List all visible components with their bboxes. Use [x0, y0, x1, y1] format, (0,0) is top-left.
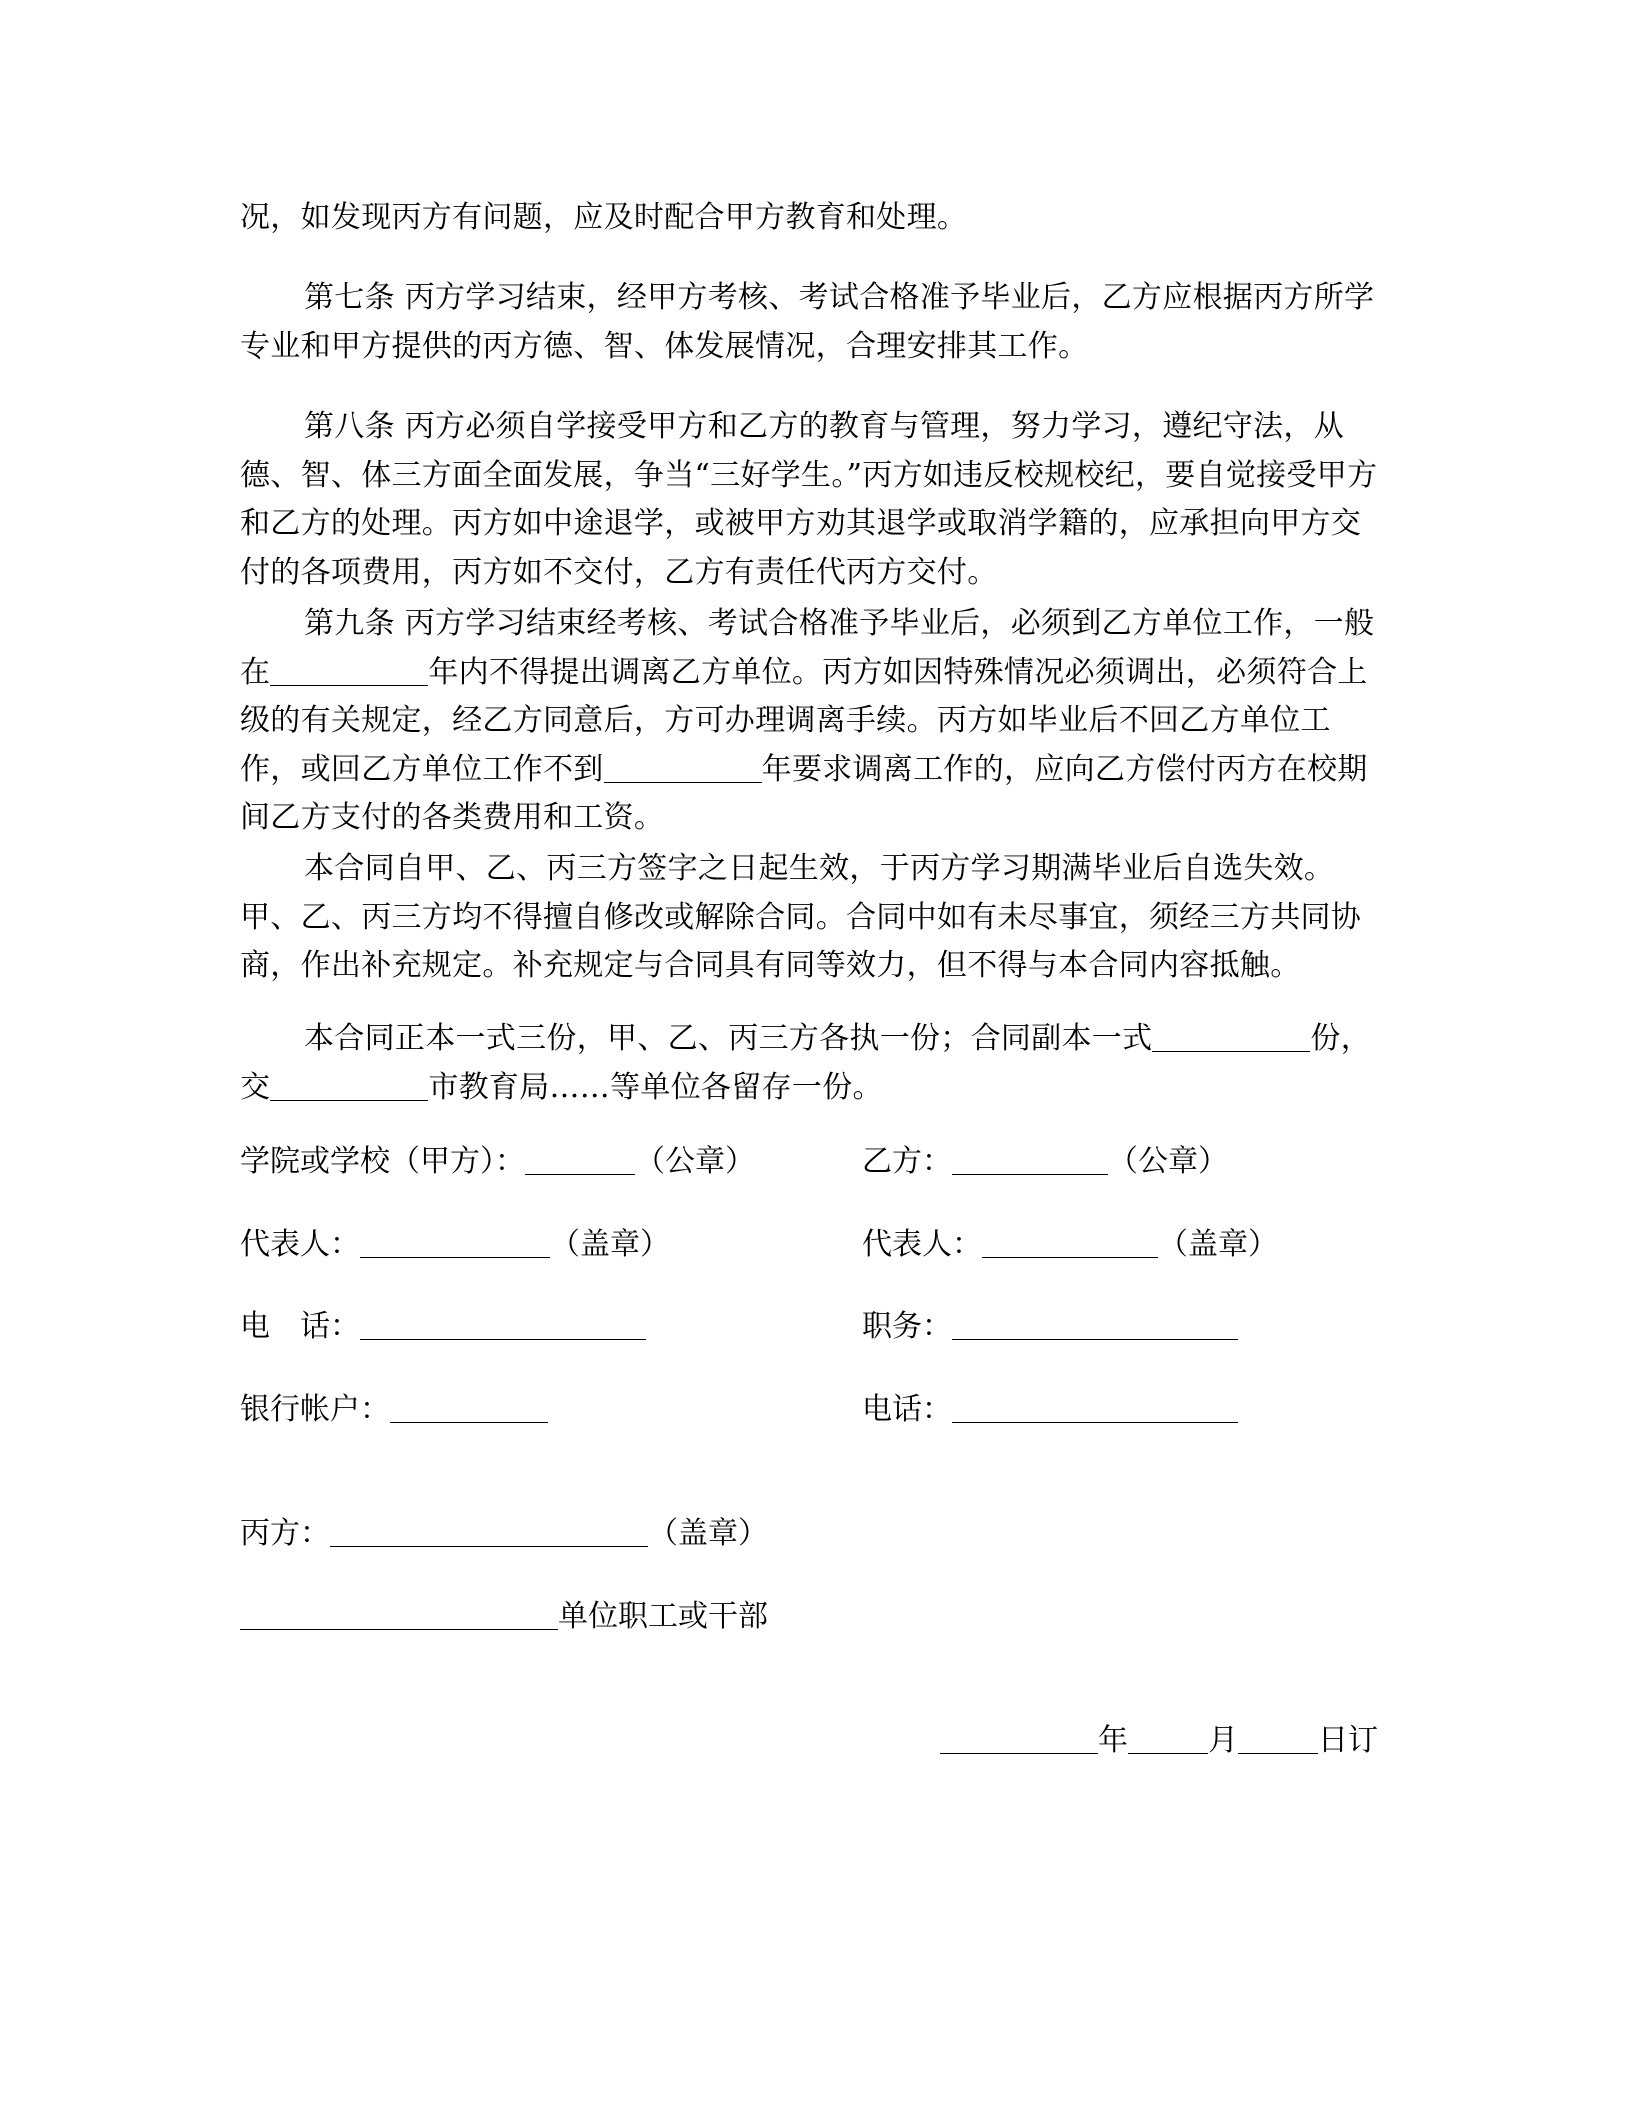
bank-label: 银行帐户： [240, 1392, 390, 1427]
paragraph-text: 况，如发现丙方有问题，应及时配合甲方教育和处理。 [240, 200, 968, 235]
paragraph-text: 份，交 [240, 1021, 1372, 1105]
party-c-blank[interactable] [330, 1516, 648, 1547]
party-c-seal: （盖章） [648, 1516, 768, 1551]
paragraph-text: 本合同正本一式三份，甲、乙、丙三方各执一份；合同副本一式 [304, 1021, 1153, 1056]
party-b-line [862, 1142, 1228, 1182]
party-a-line [240, 1142, 755, 1182]
party-a-label: 学院或学校（甲方）： [240, 1144, 525, 1179]
copies-clause [240, 1015, 1390, 1112]
party-a-blank[interactable] [525, 1144, 635, 1175]
article-7 [240, 274, 1390, 371]
party-b-blank[interactable] [952, 1144, 1108, 1175]
phone-a-blank[interactable] [360, 1309, 646, 1340]
rep-a-line [240, 1225, 670, 1265]
party-b-seal: （公章） [1108, 1144, 1228, 1179]
rep-b-label: 代表人： [862, 1227, 982, 1262]
article-9 [240, 600, 1390, 843]
rep-a-seal: （盖章） [550, 1227, 670, 1262]
rep-a-blank[interactable] [360, 1227, 550, 1258]
phone-b-blank[interactable] [952, 1392, 1238, 1423]
month-label: 月 [1208, 1723, 1238, 1758]
day-label: 日订 [1318, 1723, 1378, 1758]
phone-a-label: 电 话： [240, 1309, 360, 1344]
phone-b-label: 电话： [862, 1392, 952, 1427]
blank-years-1[interactable] [270, 655, 428, 686]
position-label: 职务： [862, 1309, 952, 1344]
paragraph-text: 第八条 丙方必须自学接受甲方和乙方的教育与管理，努力学习，遵纪守法，从德、智、体三方面全面发展，争当“三好学生。”丙方如违反校规校纪，要自觉接受甲方和乙方的处理。丙方如中途退学，或被甲方劝其退学或取消学籍的，应承担向甲方交付的各项费用，丙方如不交付，乙方有责任代丙方交付。 [240, 409, 1378, 590]
paragraph-text: 第九条 丙方学习结束经考核、考试合格准予毕业后，必须到乙方单位工作，一般在 [240, 606, 1375, 690]
rep-b-seal: （盖章） [1158, 1227, 1278, 1262]
position-blank[interactable] [952, 1309, 1238, 1340]
rep-a-label: 代表人： [240, 1227, 360, 1262]
paragraph-text: 年内不得提出调离乙方单位。丙方如因特殊情况必须调出，必须符合上级的有关规定，经乙方同意后，方可办理调离手续。丙方如毕业后不回乙方单位工作，或回乙方单位工作不到 [240, 654, 1368, 787]
bank-line [240, 1390, 548, 1430]
rep-b-line [862, 1225, 1278, 1265]
year-label: 年 [1098, 1723, 1128, 1758]
bank-blank[interactable] [390, 1392, 548, 1423]
effective-clause [240, 845, 1390, 991]
phone-b-line [862, 1390, 1238, 1430]
paragraph-text: 第七条 丙方学习结束，经甲方考核、考试合格准予毕业后，乙方应根据丙方所学专业和甲方提供的丙方德、智、体发展情况，合理安排其工作。 [240, 280, 1375, 364]
blank-years-2[interactable] [604, 752, 762, 783]
date-line [940, 1721, 1378, 1761]
party-c-label: 丙方： [240, 1516, 330, 1551]
unit-suffix: 单位职工或干部 [558, 1599, 768, 1634]
unit-blank[interactable] [240, 1599, 558, 1630]
blank-copies[interactable] [1152, 1021, 1310, 1052]
party-c-line [240, 1514, 768, 1554]
blank-city[interactable] [270, 1070, 428, 1101]
paragraph-continuation [240, 194, 1390, 243]
paragraph-text: 市教育局……等单位各留存一份。 [428, 1069, 883, 1105]
paragraph-text: 本合同自甲、乙、丙三方签字之日起生效，于丙方学习期满毕业后自选失效。甲、乙、丙三方均不得擅自修改或解除合同。合同中如有未尽事宜，须经三方共同协商，作出补充规定。补充规定与合同具有同等效力，但不得与本合同内容抵触。 [240, 851, 1362, 983]
position-line [862, 1307, 1238, 1347]
month-blank[interactable] [1128, 1723, 1208, 1754]
phone-a-line [240, 1307, 646, 1347]
unit-line [240, 1597, 768, 1637]
article-8 [240, 403, 1390, 597]
year-blank[interactable] [940, 1723, 1098, 1754]
party-b-label: 乙方： [862, 1144, 952, 1179]
rep-b-blank[interactable] [982, 1227, 1158, 1258]
day-blank[interactable] [1238, 1723, 1318, 1754]
paragraph-text: 年要求调离工作的，应向乙方偿付丙方在校期间乙方支付的各类费用和工资。 [240, 751, 1368, 835]
party-a-seal: （公章） [635, 1144, 755, 1179]
